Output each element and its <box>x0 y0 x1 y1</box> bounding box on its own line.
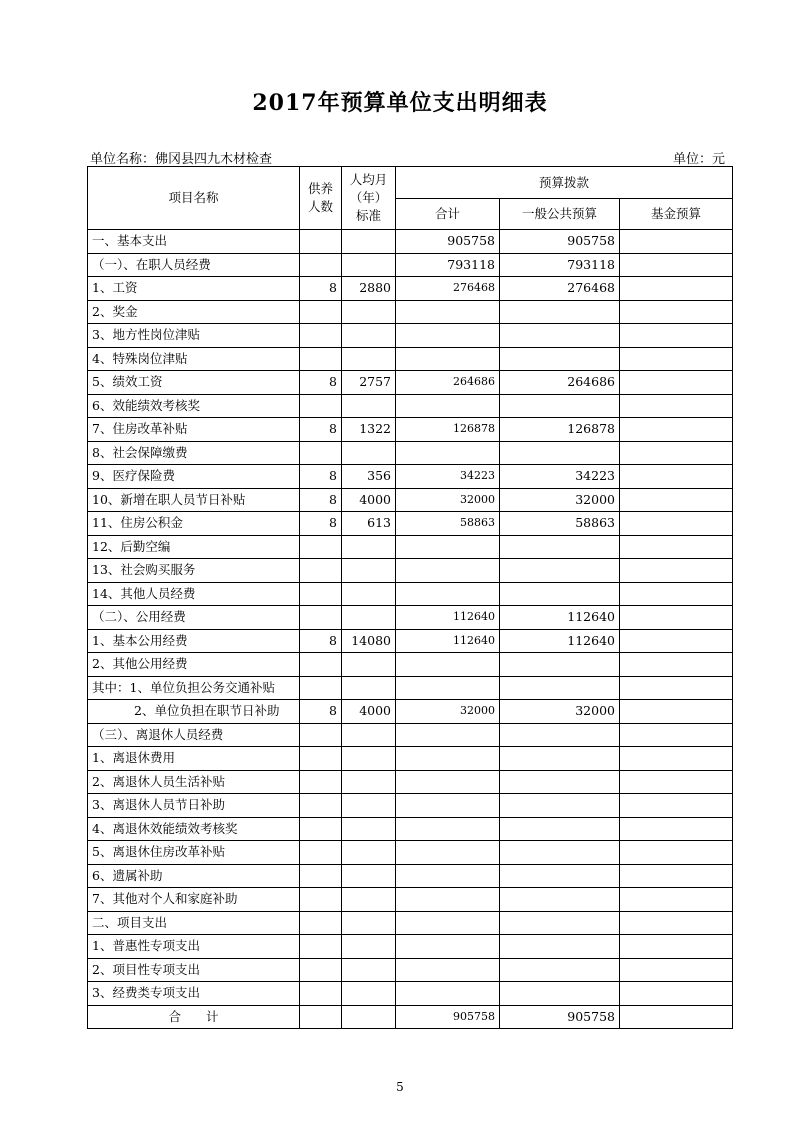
row-total-cell <box>396 911 500 935</box>
row-standard-cell <box>342 324 396 348</box>
row-people-cell <box>300 253 342 277</box>
row-people-cell <box>300 230 342 254</box>
row-people-cell <box>300 300 342 324</box>
row-standard-cell <box>342 230 396 254</box>
col-header-budget: 预算拨款 <box>396 167 733 199</box>
row-name-cell: 9、医疗保险费 <box>88 465 300 489</box>
row-fund-cell <box>620 864 733 888</box>
row-general-cell <box>500 911 620 935</box>
row-general-cell <box>500 770 620 794</box>
row-total-cell <box>396 794 500 818</box>
table-row <box>88 794 733 818</box>
unit-name: 单位名称：佛冈县四九木材检查 <box>90 152 273 167</box>
row-standard-cell <box>342 841 396 865</box>
row-total-cell <box>396 582 500 606</box>
row-fund-cell <box>620 935 733 959</box>
row-general-cell <box>500 300 620 324</box>
row-total-cell: 126878 <box>396 418 500 442</box>
row-people-cell <box>300 535 342 559</box>
row-fund-cell <box>620 606 733 630</box>
row-fund-cell <box>620 1005 733 1029</box>
row-people-cell: 8 <box>300 418 342 442</box>
row-standard-cell: 2757 <box>342 371 396 395</box>
table-row <box>88 300 733 324</box>
row-name-cell: 13、社会购买服务 <box>88 559 300 583</box>
row-total-cell: 58863 <box>396 512 500 536</box>
row-people-cell: 8 <box>300 371 342 395</box>
row-total-cell: 34223 <box>396 465 500 489</box>
row-general-cell: 34223 <box>500 465 620 489</box>
row-fund-cell <box>620 794 733 818</box>
row-general-cell <box>500 864 620 888</box>
row-people-cell <box>300 958 342 982</box>
col-header-fund: 基金预算 <box>620 199 733 230</box>
row-standard-cell <box>342 817 396 841</box>
col-header-people-line2: 人数 <box>307 199 333 214</box>
row-standard-cell: 2880 <box>342 277 396 301</box>
row-standard-cell <box>342 770 396 794</box>
row-people-cell <box>300 982 342 1006</box>
row-people-cell <box>300 770 342 794</box>
row-standard-cell: 356 <box>342 465 396 489</box>
row-standard-cell <box>342 253 396 277</box>
row-general-cell: 32000 <box>500 488 620 512</box>
row-people-cell <box>300 606 342 630</box>
row-name-cell: 7、其他对个人和家庭补助 <box>88 888 300 912</box>
table-row <box>88 253 733 277</box>
col-header-total: 合计 <box>396 199 500 230</box>
row-total-cell <box>396 653 500 677</box>
row-total-cell <box>396 935 500 959</box>
table-row <box>88 1005 733 1029</box>
row-total-cell <box>396 535 500 559</box>
row-name-cell: 2、离退休人员生活补贴 <box>88 770 300 794</box>
row-general-cell: 32000 <box>500 700 620 724</box>
row-fund-cell <box>620 465 733 489</box>
row-name-cell: 3、地方性岗位津贴 <box>88 324 300 348</box>
row-people-cell: 8 <box>300 465 342 489</box>
row-people-cell <box>300 582 342 606</box>
table-row <box>88 653 733 677</box>
row-standard-cell <box>342 935 396 959</box>
row-name-cell: 2、单位负担在职节日补助 <box>88 700 300 724</box>
row-fund-cell <box>620 347 733 371</box>
row-people-cell <box>300 864 342 888</box>
row-fund-cell <box>620 911 733 935</box>
row-general-cell <box>500 982 620 1006</box>
row-total-cell: 112640 <box>396 606 500 630</box>
row-standard-cell: 1322 <box>342 418 396 442</box>
row-name-cell: 1、工资 <box>88 277 300 301</box>
row-people-cell <box>300 935 342 959</box>
row-general-cell: 793118 <box>500 253 620 277</box>
table-row <box>88 418 733 442</box>
row-name-cell: 12、后勤空编 <box>88 535 300 559</box>
row-name-cell: 6、遗属补助 <box>88 864 300 888</box>
table-row <box>88 747 733 771</box>
row-name-cell: 11、住房公积金 <box>88 512 300 536</box>
row-people-cell <box>300 841 342 865</box>
table-body <box>88 230 733 1029</box>
row-total-cell: 32000 <box>396 700 500 724</box>
row-fund-cell <box>620 582 733 606</box>
row-general-cell: 126878 <box>500 418 620 442</box>
currency-unit: 单位：元 <box>673 152 726 167</box>
row-fund-cell <box>620 441 733 465</box>
row-standard-cell <box>342 911 396 935</box>
row-name-cell: 一、基本支出 <box>88 230 300 254</box>
row-total-cell: 32000 <box>396 488 500 512</box>
row-total-cell <box>396 958 500 982</box>
row-total-cell <box>396 300 500 324</box>
row-standard-cell <box>342 1005 396 1029</box>
table-row <box>88 911 733 935</box>
table-row <box>88 488 733 512</box>
row-name-cell: 2、项目性专项支出 <box>88 958 300 982</box>
row-total-cell: 905758 <box>396 1005 500 1029</box>
row-name-cell: 8、社会保障缴费 <box>88 441 300 465</box>
row-standard-cell <box>342 982 396 1006</box>
row-total-cell <box>396 982 500 1006</box>
row-name-cell: 1、基本公用经费 <box>88 629 300 653</box>
row-people-cell <box>300 1005 342 1029</box>
row-general-cell <box>500 582 620 606</box>
row-total-cell <box>396 723 500 747</box>
row-total-cell <box>396 324 500 348</box>
row-general-cell: 112640 <box>500 629 620 653</box>
row-fund-cell <box>620 394 733 418</box>
row-name-cell: （二）、公用经费 <box>88 606 300 630</box>
row-fund-cell <box>620 559 733 583</box>
row-standard-cell <box>342 535 396 559</box>
row-general-cell <box>500 794 620 818</box>
row-people-cell: 8 <box>300 629 342 653</box>
row-total-cell <box>396 864 500 888</box>
row-total-cell <box>396 676 500 700</box>
table-row <box>88 277 733 301</box>
table-row <box>88 324 733 348</box>
row-general-cell <box>500 535 620 559</box>
row-people-cell <box>300 324 342 348</box>
table-row <box>88 723 733 747</box>
table-row <box>88 441 733 465</box>
col-header-standard-line2: （年） <box>349 190 388 205</box>
row-fund-cell <box>620 230 733 254</box>
table-row <box>88 394 733 418</box>
row-fund-cell <box>620 512 733 536</box>
table-row <box>88 535 733 559</box>
table-row <box>88 864 733 888</box>
row-name-cell: 二、项目支出 <box>88 911 300 935</box>
row-fund-cell <box>620 747 733 771</box>
row-standard-cell <box>342 559 396 583</box>
row-fund-cell <box>620 676 733 700</box>
row-general-cell <box>500 441 620 465</box>
row-standard-cell <box>342 958 396 982</box>
row-general-cell <box>500 559 620 583</box>
row-total-cell <box>396 770 500 794</box>
row-people-cell: 8 <box>300 277 342 301</box>
table-row <box>88 629 733 653</box>
row-fund-cell <box>620 300 733 324</box>
row-general-cell <box>500 394 620 418</box>
row-people-cell: 8 <box>300 700 342 724</box>
row-name-cell: 2、奖金 <box>88 300 300 324</box>
row-general-cell: 112640 <box>500 606 620 630</box>
row-general-cell <box>500 817 620 841</box>
row-name-cell: 14、其他人员经费 <box>88 582 300 606</box>
row-name-cell: 1、离退休费用 <box>88 747 300 771</box>
row-name-cell: 其中：1、单位负担公务交通补贴 <box>88 676 300 700</box>
row-general-cell: 264686 <box>500 371 620 395</box>
table-row <box>88 512 733 536</box>
row-people-cell: 8 <box>300 512 342 536</box>
table-row <box>88 935 733 959</box>
row-general-cell <box>500 324 620 348</box>
row-people-cell <box>300 794 342 818</box>
table-row <box>88 888 733 912</box>
row-people-cell <box>300 747 342 771</box>
row-name-cell: 3、经费类专项支出 <box>88 982 300 1006</box>
row-fund-cell <box>620 817 733 841</box>
expenditure-table <box>87 166 733 1029</box>
row-name-cell: 5、绩效工资 <box>88 371 300 395</box>
row-general-cell <box>500 676 620 700</box>
row-general-cell: 58863 <box>500 512 620 536</box>
col-header-item: 项目名称 <box>88 167 300 230</box>
row-people-cell <box>300 559 342 583</box>
row-total-cell <box>396 441 500 465</box>
col-header-people-line1: 供养 <box>307 181 333 196</box>
row-standard-cell <box>342 606 396 630</box>
row-general-cell <box>500 723 620 747</box>
row-total-cell <box>396 888 500 912</box>
row-general-cell: 905758 <box>500 1005 620 1029</box>
row-name-cell: （三）、离退休人员经费 <box>88 723 300 747</box>
table-row <box>88 606 733 630</box>
row-general-cell <box>500 747 620 771</box>
row-fund-cell <box>620 629 733 653</box>
row-people-cell <box>300 653 342 677</box>
row-people-cell <box>300 723 342 747</box>
row-fund-cell <box>620 841 733 865</box>
col-header-general: 一般公共预算 <box>500 199 620 230</box>
row-total-cell: 112640 <box>396 629 500 653</box>
row-standard-cell <box>342 888 396 912</box>
row-standard-cell <box>342 582 396 606</box>
page-number: 5 <box>396 1080 404 1094</box>
row-name-cell: 1、普惠性专项支出 <box>88 935 300 959</box>
row-fund-cell <box>620 888 733 912</box>
row-standard-cell: 14080 <box>342 629 396 653</box>
row-fund-cell <box>620 535 733 559</box>
row-fund-cell <box>620 982 733 1006</box>
row-general-cell <box>500 935 620 959</box>
row-people-cell <box>300 676 342 700</box>
row-general-cell <box>500 653 620 677</box>
row-people-cell <box>300 888 342 912</box>
row-name-cell: 5、离退休住房改革补贴 <box>88 841 300 865</box>
row-total-cell: 264686 <box>396 371 500 395</box>
table-row <box>88 371 733 395</box>
row-name-cell: 合 计 <box>88 1005 300 1029</box>
row-fund-cell <box>620 723 733 747</box>
row-total-cell: 793118 <box>396 253 500 277</box>
row-people-cell <box>300 394 342 418</box>
row-general-cell <box>500 958 620 982</box>
row-fund-cell <box>620 371 733 395</box>
row-people-cell <box>300 441 342 465</box>
table-row <box>88 982 733 1006</box>
table-row <box>88 465 733 489</box>
row-fund-cell <box>620 324 733 348</box>
row-fund-cell <box>620 770 733 794</box>
row-standard-cell <box>342 653 396 677</box>
row-name-cell: （一）、在职人员经费 <box>88 253 300 277</box>
row-total-cell: 276468 <box>396 277 500 301</box>
row-total-cell <box>396 559 500 583</box>
row-total-cell <box>396 841 500 865</box>
row-total-cell: 905758 <box>396 230 500 254</box>
row-people-cell <box>300 911 342 935</box>
row-total-cell <box>396 747 500 771</box>
row-name-cell: 4、特殊岗位津贴 <box>88 347 300 371</box>
row-general-cell <box>500 888 620 912</box>
col-header-standard-line3: 标准 <box>355 208 381 223</box>
row-general-cell <box>500 347 620 371</box>
row-general-cell <box>500 841 620 865</box>
row-standard-cell: 4000 <box>342 700 396 724</box>
row-name-cell: 6、效能绩效考核奖 <box>88 394 300 418</box>
row-total-cell <box>396 394 500 418</box>
row-name-cell: 2、其他公用经费 <box>88 653 300 677</box>
row-standard-cell <box>342 794 396 818</box>
row-standard-cell: 4000 <box>342 488 396 512</box>
col-header-people <box>300 167 342 230</box>
row-fund-cell <box>620 700 733 724</box>
row-fund-cell <box>620 253 733 277</box>
row-standard-cell <box>342 347 396 371</box>
row-name-cell: 7、住房改革补贴 <box>88 418 300 442</box>
row-standard-cell <box>342 676 396 700</box>
row-total-cell <box>396 347 500 371</box>
row-total-cell <box>396 817 500 841</box>
table-row <box>88 770 733 794</box>
row-standard-cell: 613 <box>342 512 396 536</box>
row-people-cell <box>300 817 342 841</box>
row-fund-cell <box>620 958 733 982</box>
row-general-cell: 905758 <box>500 230 620 254</box>
row-fund-cell <box>620 653 733 677</box>
row-standard-cell <box>342 300 396 324</box>
row-standard-cell <box>342 723 396 747</box>
row-fund-cell <box>620 277 733 301</box>
table-row <box>88 700 733 724</box>
row-people-cell <box>300 347 342 371</box>
page-title: 2017年预算单位支出明细表 <box>252 90 548 116</box>
table-row <box>88 559 733 583</box>
row-name-cell: 4、离退休效能绩效考核奖 <box>88 817 300 841</box>
col-header-standard-line1: 人均月 <box>349 172 388 187</box>
row-name-cell: 10、新增在职人员节日补贴 <box>88 488 300 512</box>
row-name-cell: 3、离退休人员节日补助 <box>88 794 300 818</box>
row-general-cell: 276468 <box>500 277 620 301</box>
table-row <box>88 817 733 841</box>
table-row <box>88 841 733 865</box>
row-standard-cell <box>342 747 396 771</box>
row-standard-cell <box>342 441 396 465</box>
row-fund-cell <box>620 418 733 442</box>
col-header-standard <box>342 167 396 230</box>
row-standard-cell <box>342 864 396 888</box>
row-people-cell: 8 <box>300 488 342 512</box>
table-row <box>88 582 733 606</box>
table-header <box>88 167 733 230</box>
row-standard-cell <box>342 394 396 418</box>
row-fund-cell <box>620 488 733 512</box>
table-row <box>88 676 733 700</box>
table-row <box>88 230 733 254</box>
table-row <box>88 958 733 982</box>
table-row <box>88 347 733 371</box>
